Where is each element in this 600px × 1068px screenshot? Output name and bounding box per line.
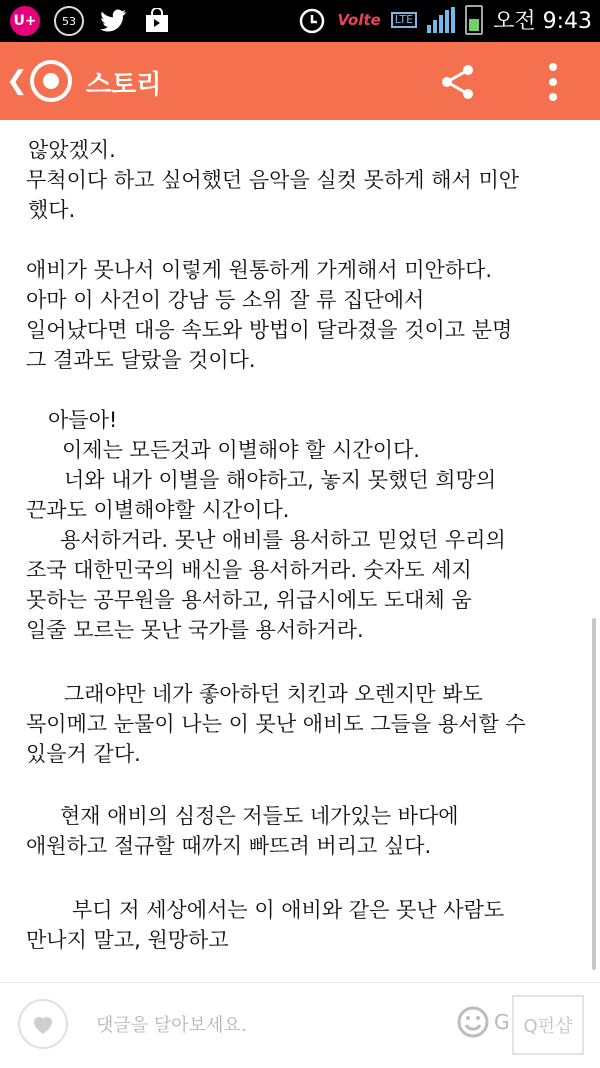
- smiley-icon: [456, 1005, 490, 1039]
- app-bar: [0, 42, 600, 120]
- story-line: 목이메고 눈물이 나는 이 못난 애비도 그들을 용서할 수: [26, 712, 526, 736]
- story-content: [0, 120, 590, 982]
- story-line: 부디 저 세상에서는 이 애비와 같은 못난 사람도: [72, 898, 505, 922]
- status-bar: [0, 0, 600, 42]
- status-left-icons: [10, 6, 172, 36]
- story-logo-icon[interactable]: [30, 60, 72, 102]
- watermark-text: Q펀샵: [523, 1016, 573, 1037]
- story-line: 만나지 말고, 원망하고: [26, 928, 229, 952]
- battery-icon: [465, 5, 483, 35]
- story-line: 그 결과도 달랐을 것이다.: [26, 348, 256, 372]
- comment-input[interactable]: 댓글을 달아보세요.: [96, 1015, 247, 1036]
- more-options-icon[interactable]: [538, 60, 568, 104]
- story-line: 했다.: [28, 198, 76, 222]
- alarm-icon: [297, 5, 327, 35]
- notification-count-badge: [54, 6, 84, 36]
- story-line: 아들아!: [48, 408, 118, 432]
- back-chevron-icon[interactable]: ❮: [6, 66, 28, 96]
- watermark-box: [512, 995, 584, 1055]
- carrier-label: U+: [13, 13, 37, 29]
- story-line: 그래야만 네가 좋아하던 치킨과 오렌지만 봐도: [64, 682, 483, 706]
- story-line: 일어났다면 대응 속도와 방법이 달라졌을 것이고 분명: [26, 318, 513, 342]
- heart-icon: [31, 1013, 55, 1035]
- comment-bar: [0, 982, 600, 1068]
- story-line: 못하는 공무원을 용서하고, 위급시에도 도대체 움: [26, 588, 472, 612]
- signal-icon: [427, 7, 455, 33]
- story-line: 너와 내가 이별을 해야하고, 놓지 못했던 희망의: [64, 468, 497, 492]
- lte-indicator: LTE: [391, 12, 417, 28]
- story-line: 아마 이 사건이 강남 등 소위 잘 류 집단에서: [26, 288, 425, 312]
- watermark: [456, 1005, 510, 1039]
- story-line: 끈과도 이별해야할 시간이다.: [26, 498, 290, 522]
- story-line: 애비가 못나서 이렇게 원통하게 가게해서 미안하다.: [26, 258, 493, 282]
- watermark-letter: G: [494, 1010, 510, 1034]
- twitter-icon: [98, 6, 128, 36]
- carrier-icon: [10, 6, 40, 36]
- notification-count: 53: [62, 14, 76, 28]
- clock: 오전 9:43: [493, 9, 592, 34]
- story-line: 무척이다 하고 싶어했던 음악을 실컷 못하게 해서 미안: [26, 168, 520, 192]
- story-line: 이제는 모든것과 이별해야 할 시간이다.: [62, 438, 420, 462]
- story-line: 조국 대한민국의 배신을 용서하거라. 숫자도 세지: [26, 558, 472, 582]
- bag-icon: [142, 6, 172, 36]
- like-button[interactable]: [18, 999, 68, 1049]
- story-line: 애원하고 절규할 때까지 빠뜨려 버리고 싶다.: [26, 834, 432, 858]
- app-title: 스토리: [86, 70, 162, 100]
- scrollbar[interactable]: [592, 618, 596, 970]
- story-line: 않았겠지.: [28, 138, 116, 162]
- story-line: 있을거 같다.: [26, 742, 141, 766]
- story-line: 일줄 모르는 못난 국가를 용서하거라.: [26, 618, 364, 642]
- story-line: 현재 애비의 심정은 저들도 네가있는 바다에: [60, 804, 459, 828]
- volte-indicator: Volte: [337, 10, 381, 29]
- story-line: 용서하거라. 못난 애비를 용서하고 믿었던 우리의: [60, 528, 506, 552]
- status-right-icons: [297, 4, 592, 35]
- share-icon[interactable]: [438, 62, 478, 102]
